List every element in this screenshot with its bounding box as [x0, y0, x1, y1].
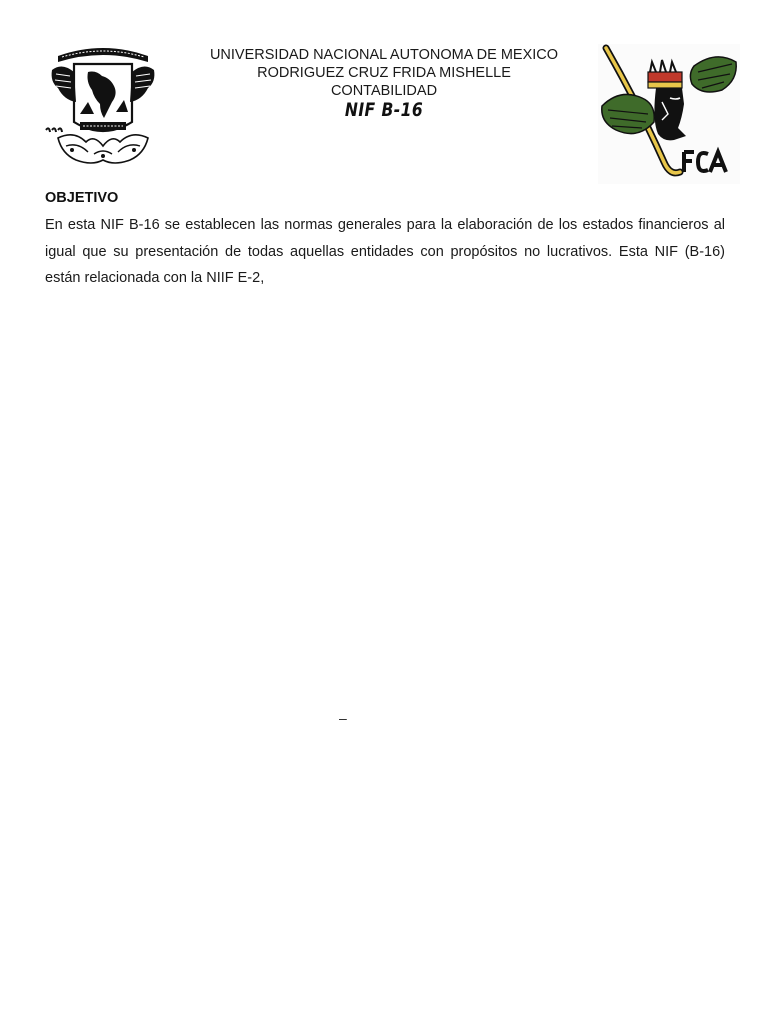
subject-name: CONTABILIDAD [330, 83, 438, 99]
objective-paragraph: En esta NIF B-16 se establecen las normas generales para la elaboración de los estados financieros al igual que su presentación de todas aquellas entidades con propósitos no lucrativos. Esta NIF (B-16) están relacionada con la NIIF E-2, [45, 217, 725, 286]
unam-coat-of-arms-icon [44, 42, 162, 168]
document-header [184, 46, 584, 119]
institution-name: UNIVERSIDAD NACIONAL AUTONOMA DE MEXICO [209, 47, 559, 63]
stray-dash: – [339, 710, 347, 726]
section-heading-objetivo: OBJETIVO [45, 190, 119, 206]
author-name: RODRIGUEZ CRUZ FRIDA MISHELLE [257, 65, 511, 81]
fca-faculty-logo-icon [598, 44, 740, 184]
document-title: NIF B-16 [344, 99, 424, 121]
